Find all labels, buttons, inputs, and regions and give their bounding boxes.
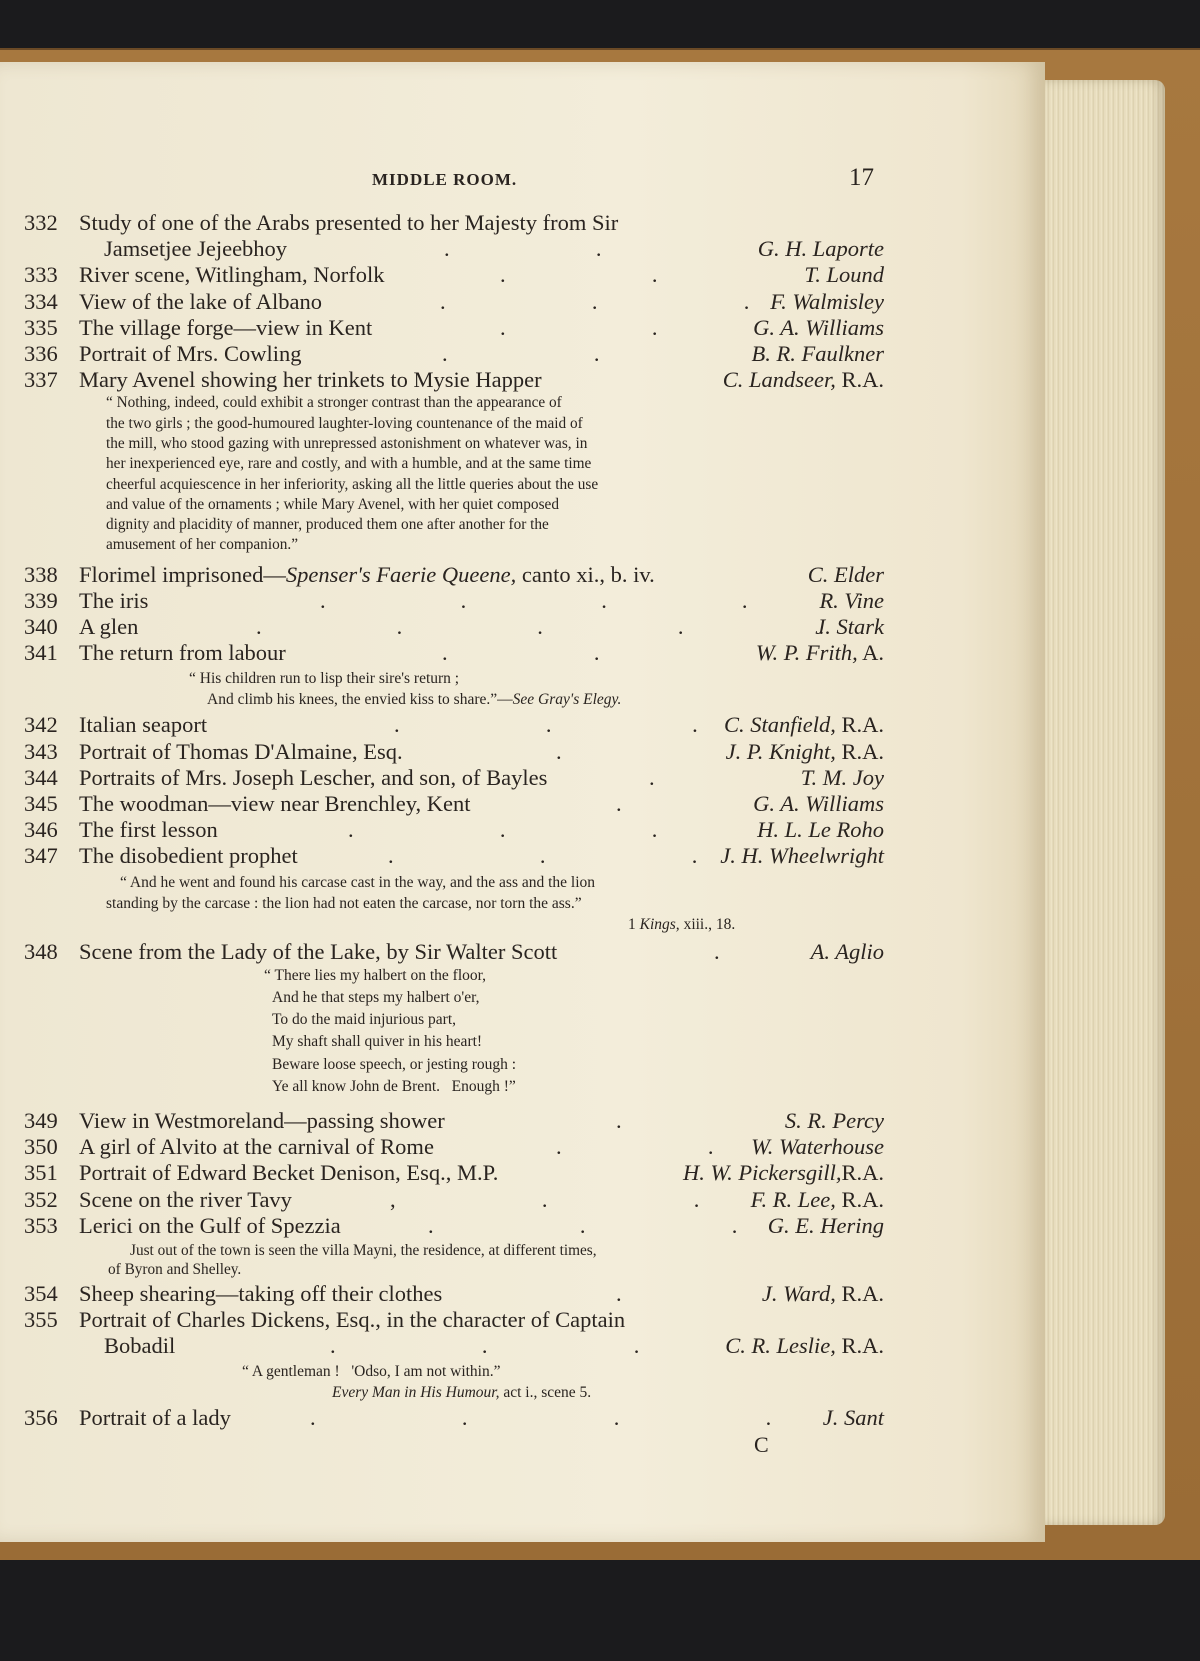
- entry-title: The village forge—view in Kent: [79, 314, 373, 340]
- artist-name: C. Stanfield,: [723, 712, 836, 738]
- entry-title: Portrait of Charles Dickens, Esq., in the character of Captain: [79, 1307, 626, 1333]
- quote-text: And climb his knees, the envied kiss to share.”—: [207, 691, 513, 709]
- quote-line: “ And he went and found his carcase cast in the way, and the ass and the lion: [120, 873, 596, 891]
- entry-artist: [756, 640, 884, 666]
- catalogue-entry: [24, 315, 884, 341]
- entry-title: The iris: [79, 587, 149, 613]
- catalogue-entry-continuation: [24, 236, 884, 262]
- leader-dots: . .: [500, 314, 658, 340]
- entry-number: 351: [24, 1160, 58, 1186]
- leader-dots: . . .: [348, 817, 658, 843]
- quote-line: standing by the carcase : the lion had not eaten the carcase, nor torn the ass.”: [106, 894, 582, 912]
- entry-title-continued: Jamsetjee Jejeebhoy: [104, 236, 288, 262]
- catalogue-entry: [24, 1160, 884, 1186]
- leader-dots: .: [714, 938, 720, 964]
- artist-name: C. Landseer,: [722, 367, 836, 393]
- entry-number: 335: [24, 314, 58, 340]
- catalogue-entry: [24, 765, 884, 791]
- entry-artist: T. M. Joy: [800, 764, 884, 790]
- entry-title: Lerici on the Gulf of Spezzia: [79, 1212, 341, 1238]
- catalogue-entry: [24, 791, 884, 817]
- catalogue-entry: [24, 1307, 884, 1333]
- entry-artist: [683, 1160, 884, 1186]
- leader-dots: . .: [500, 262, 658, 288]
- entry-title: Scene on the river Tavy: [79, 1186, 292, 1212]
- catalogue-entry: [24, 262, 884, 288]
- leader-dots: . . . . .: [256, 614, 825, 640]
- catalogue-entry: [24, 1281, 884, 1307]
- entry-title-continued: Bobadil: [104, 1333, 176, 1359]
- entry-number: 343: [24, 738, 58, 764]
- leader-dots: .: [616, 1107, 622, 1133]
- entry-quote: [24, 668, 884, 710]
- catalogue-entry: [24, 614, 884, 640]
- ref-chapter: xiii., 18.: [679, 915, 736, 933]
- quote-line: dignity and placidity of manner, produced them one after another for the: [106, 516, 549, 534]
- ref-book: Kings,: [639, 915, 680, 933]
- leader-dots: . .: [442, 340, 600, 366]
- title-part: Florimel imprisoned—: [79, 561, 286, 587]
- catalogue-entry: [24, 210, 884, 236]
- entry-artist: R. Vine: [819, 587, 884, 613]
- poem-line: Ye all know John de Brent. Enough !”: [272, 1077, 516, 1095]
- entry-artist: [725, 1333, 884, 1359]
- entry-title: [79, 562, 655, 588]
- entry-artist: G. E. Hering: [767, 1212, 884, 1238]
- entry-number: 346: [24, 817, 58, 843]
- entry-title: Italian seaport: [79, 712, 208, 738]
- title-part: canto xi., b. iv.: [516, 561, 655, 587]
- entry-artist: [726, 739, 884, 765]
- entry-title: A girl of Alvito at the carnival of Rome: [79, 1134, 434, 1160]
- artist-name: F. R. Lee,: [750, 1186, 836, 1212]
- entry-number: 342: [24, 712, 58, 738]
- entry-artist: [724, 712, 884, 738]
- leader-dots: . . .: [428, 1212, 738, 1238]
- entry-title: View of the lake of Albano: [79, 288, 322, 314]
- artist-suffix: A.: [857, 640, 884, 666]
- note-line: Just out of the town is seen the villa Mayni, the residence, at different times,: [130, 1241, 597, 1259]
- catalogue-entry: [24, 712, 884, 738]
- entry-number: 350: [24, 1134, 58, 1160]
- entry-title: A glen: [79, 614, 139, 640]
- entry-artist: A. Aglio: [810, 938, 884, 964]
- catalogue-entry: [24, 939, 884, 965]
- poem-line: Beware loose speech, or jesting rough :: [272, 1055, 517, 1073]
- entry-artist: S. R. Percy: [784, 1107, 884, 1133]
- quote-line: amusement of her companion.”: [106, 536, 298, 554]
- signature-row: [24, 1432, 884, 1458]
- catalogue-entry: [24, 843, 884, 869]
- entry-artist: [762, 1281, 884, 1307]
- entry-artist: G. H. Laporte: [757, 236, 884, 262]
- catalogue-entry: [24, 588, 884, 614]
- artist-suffix: R.A.: [835, 712, 884, 738]
- entry-number: 355: [24, 1307, 58, 1333]
- entry-artist: B. R. Faulkner: [751, 340, 884, 366]
- entry-number: 353: [24, 1212, 58, 1238]
- entry-title: Scene from the Lady of the Lake, by Sir Walter Scott: [79, 938, 558, 964]
- catalogue-entry: [24, 817, 884, 843]
- poem-line: To do the maid injurious part,: [272, 1011, 457, 1029]
- artist-suffix: R.A.: [835, 1280, 884, 1306]
- quote-line: her inexperienced eye, rare and costly, and with a humble, and at the same time: [106, 455, 592, 473]
- entry-artist: G. A. Williams: [753, 314, 884, 340]
- entry-artist: [751, 1187, 884, 1213]
- entry-artist: W. Waterhouse: [751, 1134, 884, 1160]
- entry-quote: [24, 1361, 884, 1403]
- quote-line: and value of the ornaments ; while Mary Avenel, with her quiet composed: [106, 495, 559, 513]
- entry-title: The disobedient prophet: [79, 843, 298, 869]
- ref-number: 1: [628, 915, 636, 933]
- entry-quote: [24, 872, 884, 935]
- leader-dots: . .: [556, 1134, 714, 1160]
- page-content: [24, 162, 884, 1458]
- running-head: MIDDLE ROOM.: [372, 170, 518, 189]
- leader-dots: .: [616, 1280, 622, 1306]
- entry-artist: J. Sant: [822, 1405, 884, 1431]
- entry-number: 338: [24, 561, 58, 587]
- leader-dots: . . . .: [320, 587, 748, 613]
- entry-artist: [723, 367, 884, 393]
- source-detail: act i., scene 5.: [499, 1384, 592, 1402]
- entry-number: 333: [24, 262, 58, 288]
- artist-suffix: R.A.: [835, 1186, 884, 1212]
- quote-line: cheerful acquiescence in her inferiority, asking all the little queries about the use: [106, 475, 599, 493]
- entry-title: Portraits of Mrs. Joseph Lescher, and son, of Bayles: [79, 764, 548, 790]
- leader-dots: . . .: [388, 843, 698, 869]
- leader-dots: . . .: [440, 288, 750, 314]
- quote-line: “ His children run to lisp their sire's return ;: [189, 670, 460, 688]
- entry-number: 341: [24, 640, 58, 666]
- artist-suffix: R.A.: [841, 1160, 884, 1186]
- entry-title: The woodman—view near Brenchley, Kent: [79, 791, 471, 816]
- quote-line: the mill, who stood gazing with unrepressed astonishment on whatever was, in: [106, 434, 588, 452]
- entry-artist: C. Elder: [807, 561, 884, 587]
- catalogue-entry: [24, 1405, 884, 1431]
- leader-dots: . .: [444, 236, 602, 262]
- entry-number: 340: [24, 614, 58, 640]
- entry-number: 347: [24, 843, 58, 869]
- entry-artist: H. L. Le Roho: [757, 817, 884, 843]
- poem-line: And he that steps my halbert o'er,: [272, 988, 480, 1006]
- entry-number: 356: [24, 1405, 58, 1431]
- poem-line: My shaft shall quiver in his heart!: [272, 1033, 483, 1051]
- entry-title: Portrait of a lady: [79, 1405, 231, 1431]
- title-italic: Spenser's Faerie Queene,: [285, 561, 517, 587]
- catalogue-entry: [24, 562, 884, 588]
- entry-number: 354: [24, 1280, 58, 1306]
- artist-suffix: R.A.: [835, 367, 884, 393]
- leader-dots: .: [616, 791, 622, 816]
- entry-poem: [24, 965, 884, 1098]
- catalogue-entry-continuation: [24, 1333, 884, 1359]
- signature-mark: C: [754, 1431, 769, 1457]
- entry-number: 344: [24, 764, 58, 790]
- leader-dots: . . .: [330, 1333, 640, 1359]
- quote-line: [24, 689, 884, 710]
- entry-artist: F. Walmisley: [770, 288, 884, 314]
- source-title: Every Man in His Humour,: [332, 1384, 500, 1402]
- catalogue-entry: [24, 289, 884, 315]
- page-edges: [1045, 80, 1165, 1525]
- entry-title: View in Westmoreland—passing shower: [79, 1107, 445, 1133]
- entry-number: 332: [24, 210, 58, 235]
- quote-line: the two girls ; the good-humoured laughter-loving countenance of the maid of: [106, 414, 583, 432]
- catalogue-entry: [24, 1108, 884, 1134]
- catalogue-entry: [24, 1187, 884, 1213]
- leader-dots: .: [556, 738, 562, 764]
- quote-line: “ Nothing, indeed, could exhibit a stronger contrast than the appearance of: [106, 394, 562, 412]
- leader-dots: , . .: [390, 1186, 700, 1212]
- entry-title: The first lesson: [79, 817, 218, 843]
- catalogue-entry: [24, 640, 884, 666]
- entry-number: 352: [24, 1186, 58, 1212]
- artist-name: J. P. Knight,: [725, 738, 836, 764]
- entry-number: 339: [24, 587, 58, 613]
- poem-line: “ There lies my halbert on the floor,: [264, 966, 487, 984]
- entry-number: 345: [24, 791, 58, 816]
- quote-source: [24, 1382, 884, 1403]
- leader-dots: .: [649, 764, 655, 790]
- entry-note: [24, 1241, 884, 1279]
- entry-title: River scene, Witlingham, Norfolk: [79, 262, 385, 288]
- entry-title: Portrait of Mrs. Cowling: [79, 340, 302, 366]
- catalogue-entry: [24, 341, 884, 367]
- page-header: [24, 162, 884, 210]
- entry-title: Portrait of Thomas D'Almaine, Esq.: [79, 738, 403, 764]
- entry-artist: T. Lound: [804, 262, 884, 288]
- quote-line: “ A gentleman ! 'Odso, I am not within.”: [242, 1363, 501, 1381]
- catalogue-entry: [24, 739, 884, 765]
- entry-artist: J. H. Wheelwright: [720, 843, 884, 869]
- artist-suffix: R.A.: [835, 1333, 884, 1359]
- page-number: 17: [849, 164, 874, 191]
- artist-suffix: R.A.: [835, 738, 884, 764]
- artist-name: H. W. Pickersgill,: [682, 1160, 842, 1186]
- entry-artist: G. A. Williams: [753, 791, 884, 816]
- entry-number: 348: [24, 938, 58, 964]
- artist-name: W. P. Frith,: [755, 640, 858, 666]
- entry-title: Mary Avenel showing her trinkets to Mysie Happer: [79, 367, 542, 393]
- quote-source: See Gray's Elegy.: [512, 691, 622, 709]
- note-line: of Byron and Shelley.: [108, 1260, 242, 1278]
- entry-number: 337: [24, 367, 58, 393]
- entry-number: 349: [24, 1107, 58, 1133]
- entry-title: The return from labour: [79, 640, 286, 666]
- artist-name: J. Ward,: [761, 1280, 836, 1306]
- artist-name: C. R. Leslie,: [725, 1333, 836, 1359]
- entry-quote: [24, 393, 776, 555]
- catalogue-entry: [24, 1213, 884, 1239]
- entry-title: Study of one of the Arabs presented to her Majesty from Sir: [79, 210, 619, 235]
- entry-number: 334: [24, 288, 58, 314]
- entry-number: 336: [24, 340, 58, 366]
- leader-dots: . . . .: [310, 1405, 772, 1431]
- leader-dots: . . .: [394, 712, 698, 738]
- entry-title: Portrait of Edward Becket Denison, Esq., M.P.: [79, 1160, 499, 1186]
- leader-dots: . .: [442, 640, 600, 666]
- entry-title: Sheep shearing—taking off their clothes: [79, 1280, 443, 1306]
- catalogue-entry: [24, 367, 884, 393]
- catalogue-entry: [24, 1134, 884, 1160]
- entry-artist: J. Stark: [815, 614, 884, 640]
- quote-reference: [24, 914, 884, 935]
